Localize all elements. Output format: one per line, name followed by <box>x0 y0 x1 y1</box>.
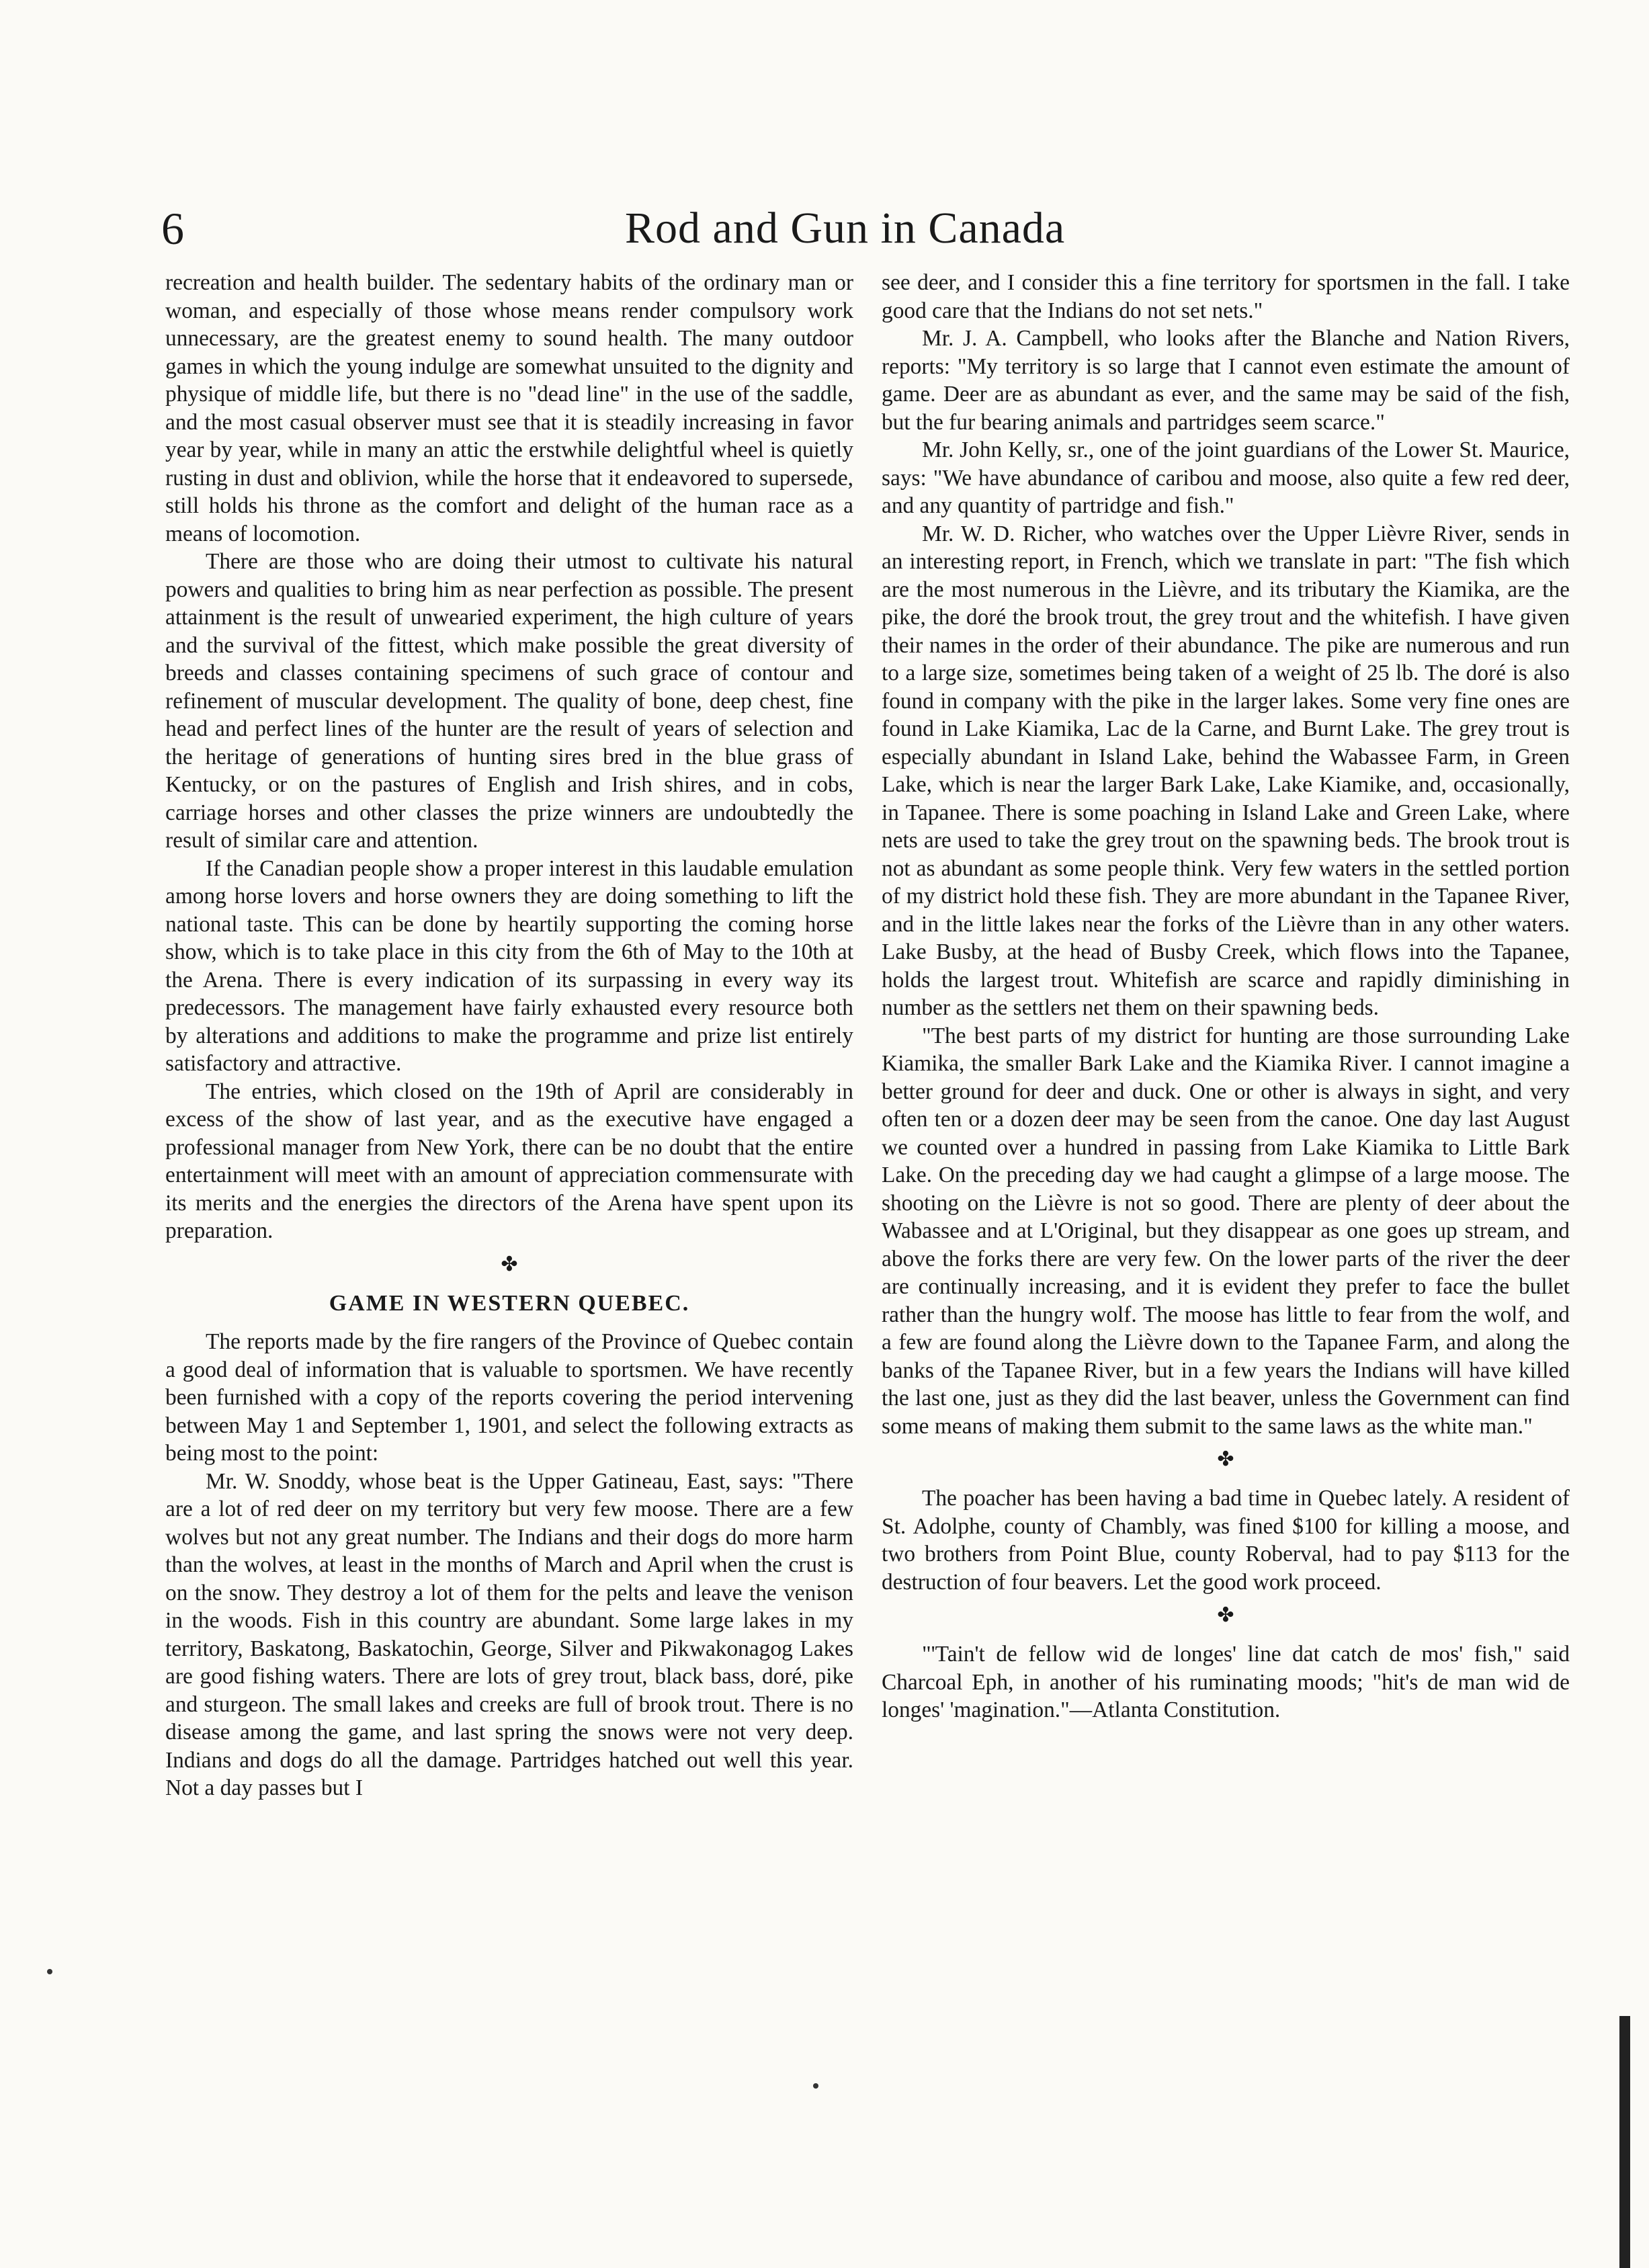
paragraph: Mr. W. Snoddy, whose beat is the Upper Gatineau, East, says: "There are a lot of red deer on my territory but very few moose. There are a few wolves but not any great number. The Indians and their dogs do more harm than the wolves, at least in the months of March and April when the crust is on the snow. They destroy a lot of them for the pelts and leave the venison in the woods. Fish in this country are abundant. Some large lakes in my territory, Baskatong, Baskatochin, George, Silver and Pikwakonagog Lakes are good fishing waters. There are lots of grey trout, black bass, doré, pike and sturgeon. The small lakes and creeks are full of brook trout. There is no disease among the game, and last spring the snows were not very deep. Indians and dogs do all the damage. Partridges hatched out well this year. Not a day passes but I <box>165 1468 853 1800</box>
paragraph: Mr. John Kelly, sr., one of the joint guardians of the Lower St. Maurice, says: "We have abundance of caribou and moose, also quite a few red deer, and any quantity of partridge and fish." <box>882 437 1570 518</box>
paragraph: recreation and health builder. The sedentary habits of the ordinary man or woman, and especially of those whose means render compulsory work unnecessary, are the greatest enemy to sound health. The many outdoor games in which the young indulge are somewhat unsuited to the dignity and physique of middle life, but there is no "dead line" in the use of the saddle, and the most casual observer must see that it is steadily increasing in favor year by year, while in many an attic the erstwhile delightful wheel is quietly rusting in dust and oblivion, while the horse that it endeavored to supersede, still holds his throne as the comfort and delight of the human race as a means of locomotion. <box>165 270 853 546</box>
paragraph: There are those who are doing their utmost to cultivate his natural powers and qualities to bring him as near perfection as possible. The present attainment is the result of unwearied experiment, the high culture of years and the survival of the fittest, which make possible the great diversity of breeds and classes containing specimens of such grace of contour and refinement of muscular development. The quality of bone, deep chest, fine head and perfect lines of the hunter are the result of years of selection and the heritage of generations of hunting sires bred in the blue grass of Kentucky, or on the pastures of English and Irish shires, and in cobs, carriage horses and other classes the prize winners are undoubtedly the result of similar care and attention. <box>165 549 853 853</box>
ornament-divider: ✤ <box>1217 1448 1234 1470</box>
paragraph: "'Tain't de fellow wid de longes' line dat catch de mos' fish," said Charcoal Eph, in another of his ruminating moods; "hit's de man wid de longes' 'magination."—Atlanta Constitution. <box>882 1642 1570 1722</box>
right-column <box>882 269 1570 1724</box>
page-header <box>161 198 1476 259</box>
paragraph: Mr. J. A. Campbell, who looks after the Blanche and Nation Rivers, reports: "My territory is so large that I cannot even estimate the amount of game. Deer are as abundant as ever, and the same may be said of the fish, but the fur bearing animals and partridges seem scarce." <box>882 326 1570 435</box>
section-heading: GAME IN WESTERN QUEBEC. <box>329 1290 690 1316</box>
ornament-divider: ✤ <box>1217 1604 1234 1626</box>
paragraph: If the Canadian people show a proper interest in this laudable emulation among horse lovers and horse owners they are doing something to lift the national taste. This can be done by heartily supporting the coming horse show, which is to take place in this city from the 6th of May to the 10th at the Arena. There is every indication of its surpassing in every way its predecessors. The management have fairly exhausted every resource both by alterations and additions to make the programme and prize list entirely satisfactory and attractive. <box>165 855 853 1076</box>
paragraph: The entries, which closed on the 19th of April are considerably in excess of the show of last year, and as the executive have engaged a professional manager from New York, there can be no doubt that the entire entertainment will meet with an amount of appreciation commensurate with its merits and the energies the directors of the Arena have spent upon its preparation. <box>165 1079 853 1243</box>
paragraph: The reports made by the fire rangers of the Province of Quebec contain a good deal of information that is valuable to sportsmen. We have recently been furnished with a copy of the reports covering the period intervening between May 1 and September 1, 1901, and select the following extracts as being most to the point: <box>165 1329 853 1466</box>
paragraph: The poacher has been having a bad time in Quebec lately. A resident of St. Adolphe, county of Chambly, was fined $100 for killing a moose, and two brothers from Point Blue, county Roberval, had to pay $113 for the destruction of four beavers. Let the good work proceed. <box>882 1486 1570 1595</box>
scan-edge-shadow <box>1619 2016 1630 2268</box>
scan-speck <box>47 1969 52 1974</box>
paragraph: see deer, and I consider this a fine territory for sportsmen in the fall. I take good care that the Indians do not set nets." <box>882 270 1570 323</box>
page-title: Rod and Gun in Canada <box>625 204 1066 253</box>
scan-speck <box>813 2083 818 2089</box>
page-number: 6 <box>161 203 184 254</box>
left-column <box>165 269 853 1802</box>
paragraph: "The best parts of my district for hunting are those surrounding Lake Kiamika, the smaller Bark Lake and the Kiamika River. I cannot imagine a better ground for deer and duck. One or other is always in sight, and very often ten or a dozen deer may be seen from the canoe. One day last August we counted over a hundred in passing from Lake Kiamika to Little Bark Lake. On the preceding day we had caught a glimpse of a large moose. The shooting on the Lièvre is not so good. There are plenty of deer about the Wabassee and at L'Original, but they disappear as one goes up stream, and above the forks there are very few. On the lower parts of the river the deer are continually increasing, and it is evident they prefer to face the bullet rather than the hungry wolf. The moose has little to fear from the wolf, and a few are found along the Lièvre down to the Tapanee Farm, and along the banks of the Tapanee River, but in a few years the Indians will have killed the last one, just as they did the last beaver, unless the Government can find some means of making them submit to the same laws as the white man." <box>882 1023 1570 1439</box>
ornament-divider: ✤ <box>501 1253 518 1275</box>
paragraph: Mr. W. D. Richer, who watches over the Upper Lièvre River, sends in an interesting report, in French, which we translate in part: "The fish which are the most numerous in the Lièvre, and its tributary the Kiamika, are the pike, the doré the brook trout, the grey trout and the whitefish. I have given their names in the order of their abundance. The pike are numerous and run to a large size, sometimes being taken of a weight of 25 lb. The doré is also found in company with the pike in the larger lakes. Some very fine ones are found in Lake Kiamika, Lac de la Carne, and Burnt Lake. The grey trout is especially abundant in Island Lake, behind the Wabassee Farm, in Green Lake, which is near the larger Bark Lake, Lake Kiamike, and, occasionally, in Tapanee. There is some poaching in Island Lake and Green Lake, where nets are used to take the grey trout on the spawning beds. The brook trout is not as abundant as some people think. Very few waters in the settled portion of my district hold these fish. They are more abundant in the Tapanee River, and in the little lakes near the forks of the Lièvre than in any other waters. Lake Busby, at the head of Busby Creek, which flows into the Tapanee, holds the largest trout. Whitefish are scarce and rapidly diminishing in number as the settlers net them on their spawning beds. <box>882 521 1570 1020</box>
